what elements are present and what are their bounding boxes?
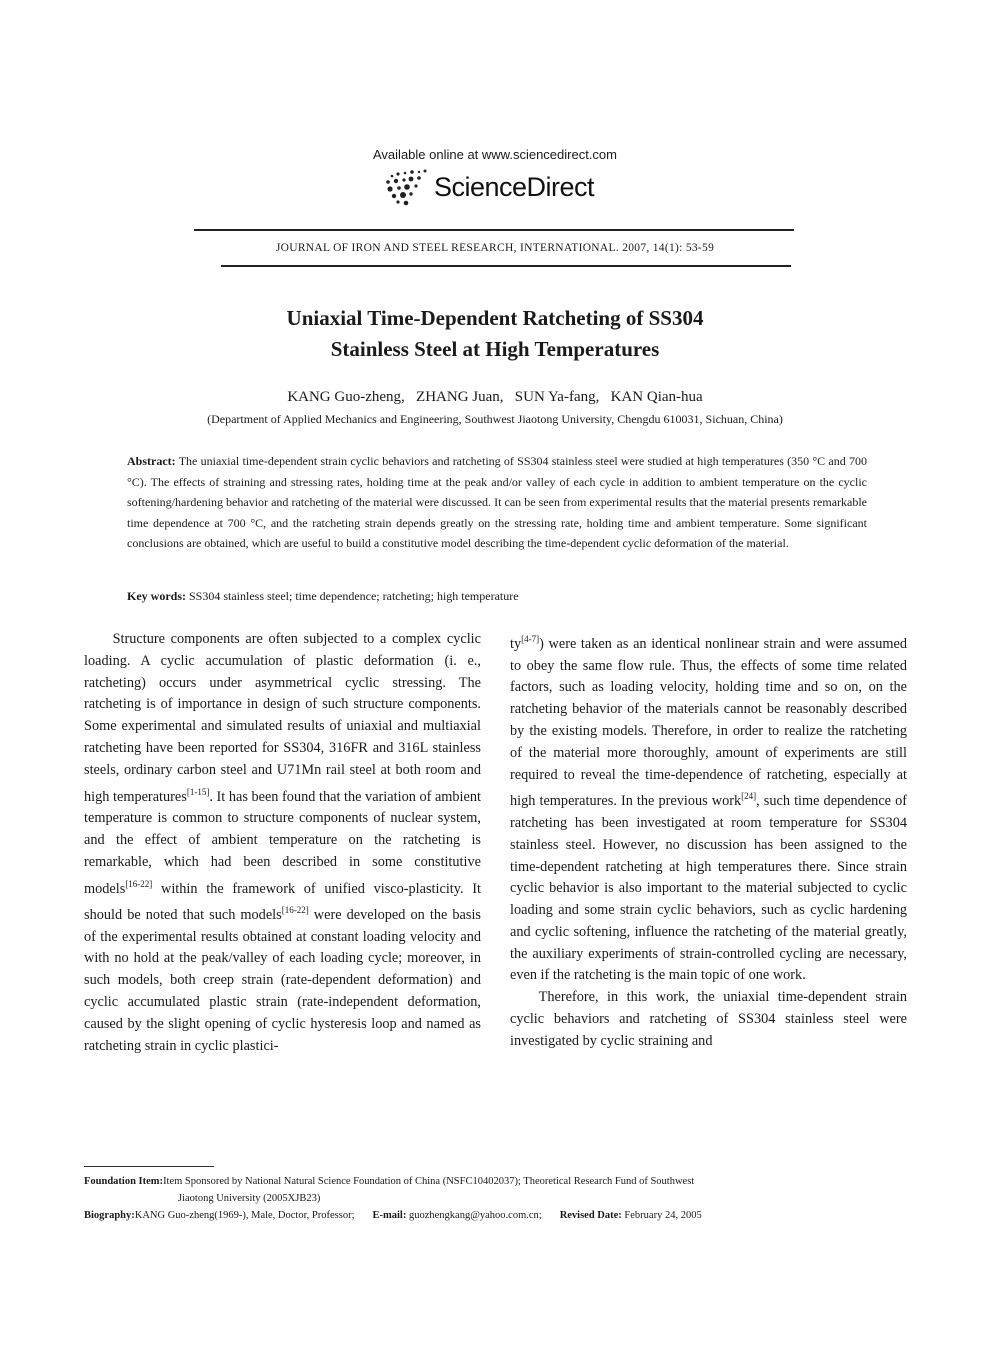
foundation-footnote-cont: Jiaotong University (2005XJB23) [178,1193,321,1204]
citation-ref: [4-7] [521,634,540,644]
paper-title-line2: Stainless Steel at High Temperatures [330,337,660,361]
author-affiliation: (Department of Applied Mechanics and Engineering, Southwest Jiaotong University, Chengdu 610031, Sichuan, China) [207,412,783,426]
abstract-label: Abstract: [127,454,176,468]
foundation-text: Item Sponsored by National Natural Science Foundation of China (NSFC10402037); Theoretical Research Fund of Southwest [163,1176,695,1187]
biography-label: Biography: [84,1210,135,1221]
header-rule-top [194,229,794,231]
foundation-label: Foundation Item: [84,1176,164,1187]
email-label: E-mail: [372,1210,407,1221]
revised-date-text: February 24, 2005 [624,1210,702,1221]
citation-ref: [24] [741,791,757,802]
citation-ref: [1-15] [186,786,210,797]
header-rule-bottom [221,265,791,267]
email-text: guozhengkang@yahoo.com.cn; [408,1210,542,1221]
body-paragraph: Therefore, in this work, the uniaxial time-dependent strain cyclic behaviors and ratcheting of SS304 stainless steel were investigated by cyclic straining and [510,989,907,1049]
body-text: were developed on the basis of the experimental results obtained at constant loading velocity and with no hold at the peak/valley of each loading cycle; moreover, in such models, both creep strain (rate-dependent deformation) and cyclic accumulated plastic strain (rate-independent deformation, caused by the slight opening of cyclic hysteresis loop and named as ratcheting strain in cyclic plastici- [84,906,481,1054]
foundation-footnote [84,1173,909,1190]
body-text: within the framework of unified visco-plasticity. It should be noted that such models [84,880,481,923]
citation-ref: [16-22] [281,905,309,916]
keywords-text: SS304 stainless steel; time dependence; ratcheting; high temperature [189,589,519,603]
biography-footnote [84,1207,909,1224]
sciencedirect-dots-icon [378,168,438,208]
paper-title-line1: Uniaxial Time-Dependent Ratcheting of SS304 [286,306,704,330]
abstract [127,451,867,554]
body-text: ) were taken as an identical nonlinear strain and were assumed to obey the same flow rule. Thus, the effects of some time related factors, such as loading velocity, holding time and so on, on the ratcheting behavior of the materials cannot be reasonably described by the existing models. Therefore, in order to realize the ratcheting of the material more thoroughly, amount of experiments are still required to reveal the time-dependence of ratcheting, especially at high temperatures. In the previous work [510,635,907,810]
abstract-text: The uniaxial time-dependent strain cyclic behaviors and ratcheting of SS304 stainless steel were studied at high temperatures (350 °C and 700 °C). The effects of straining and stressing rates, holding time at the peak and/or valley of each cycle in addition to ambient temperature on the cyclic softening/hardening behavior and ratcheting of the material were discussed. It can be seen from experimental results that the material presents remarkable time dependence at 700 °C, and the ratcheting strain depends greatly on the stressing rate, holding time and ambient temperature. Some significant conclusions are obtained, which are useful to build a constitutive model describing the time-dependent cyclic deformation of the material. [127,454,867,550]
body-text: . It has been found that the variation of ambient temperature is common to structure components of nuclear system, and the effect of ambient temperature on the ratcheting is remarkable, which had been described in some constitutive models [84,788,481,897]
footnote-separator [84,1166,214,1167]
paper-title [0,303,990,365]
body-text: Structure components are often subjected to a complex cyclic loading. A cyclic accumulation of plastic deformation (i. e., ratcheting) occurs under asymmetrical cyclic stressing. The ratcheting is of importance in design of such structure components. Some experimental and simulated results of uniaxial and multiaxial ratcheting have been reported for SS304, 316FR and 316L stainless steels, ordinary carbon steel and U71Mn rail steel at both room and high temperatures [84,631,481,805]
available-online-text: Available online at www.sciencedirect.com [373,147,617,162]
keywords-label: Key words: [127,589,186,603]
author-list: KANG Guo-zheng, ZHANG Juan, SUN Ya-fang, KAN Qian-hua [287,389,703,405]
body-column-left [84,629,481,1057]
biography-text: KANG Guo-zheng(1969-), Male, Doctor, Professor; [134,1210,355,1221]
body-text: ty [510,635,522,652]
footnotes [84,1173,909,1224]
body-column-right [510,629,907,1053]
revised-date-label: Revised Date: [559,1210,622,1221]
sciencedirect-logo [378,168,618,212]
body-text: , such time dependence of ratcheting has been investigated at room temperature for SS304 stainless steel. However, no discussion has been assigned to the time-dependent ratcheting at high temperatures there. Since strain cyclic behavior is also important to the material subjected to cyclic loading and some strain cyclic behaviors, such as cyclic hardening and cyclic softening, influence the ratcheting of the material greatly, the auxiliary experiments of strain-controlled cycling are necessary, even if the ratcheting is the main topic of one work. [510,793,907,984]
keywords [127,589,867,604]
body-paragraph [84,629,481,1057]
journal-citation-line: JOURNAL OF IRON AND STEEL RESEARCH, INTERNATIONAL. 2007, 14(1): 53-59 [275,242,715,254]
sciencedirect-logo-text: ScienceDirect [434,172,595,202]
citation-ref: [16-22] [125,878,153,889]
body-paragraph [510,629,907,987]
